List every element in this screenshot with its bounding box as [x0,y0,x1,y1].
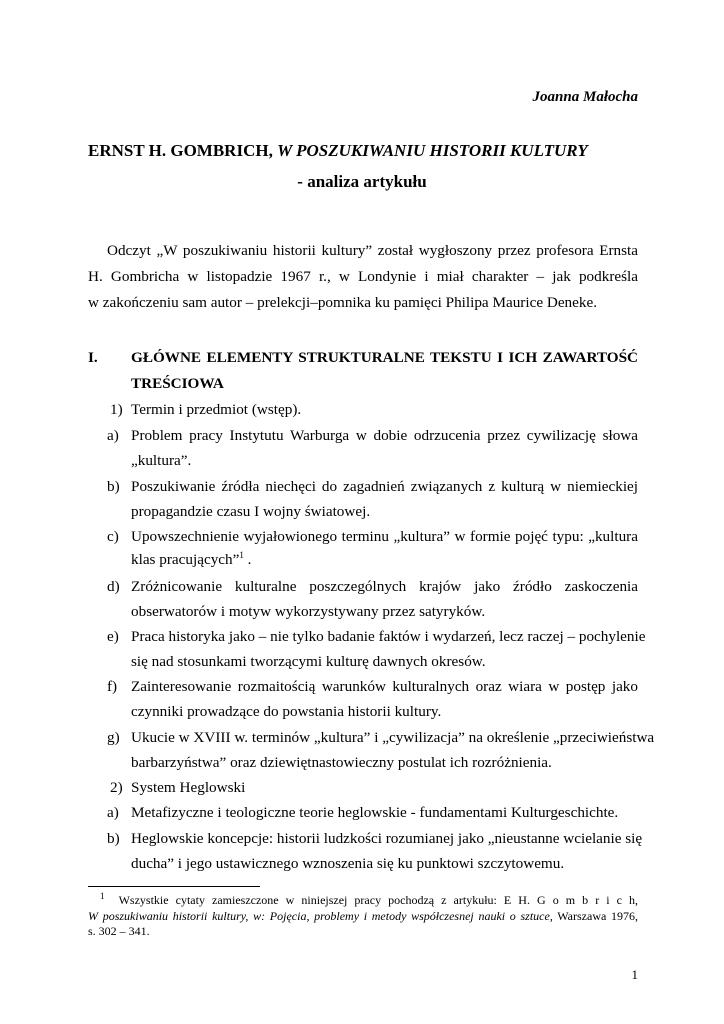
list-item-cont: barbarzyństwa” oraz dziewiętnastowieczny postulat ich rozróżnienia. [131,754,552,771]
intro-line: H. Gombricha w listopadzie 1967 r., w Londynie i miał charakter – jak podkreśla [88,268,638,285]
list-item: Termin i przedmiot (wstęp). [131,401,302,418]
list-item-text: klas pracujących” [131,551,240,568]
footnote-line [88,909,638,924]
list-label: a) [107,804,119,821]
list-label: e) [107,628,119,645]
list-label: g) [107,729,120,746]
title-work: W POSZUKIWANIU HISTORII KULTURY [277,141,588,160]
list-label: a) [107,427,119,444]
list-label: f) [107,678,118,695]
footnote-text: Wszystkie cytaty zamieszczone w niniejszej pracy pochodzą z artykułu: E H. G o m b r i c h, [118,893,639,907]
list-item: Praca historyka jako – nie tylko badanie faktów i wydarzeń, lecz raczej – pochylenie [131,628,646,645]
list-item: Zainteresowanie rozmaitością warunków kulturalnych oraz wiara w postęp jako [131,678,638,695]
section-heading: GŁÓWNE ELEMENTY STRUKTURALNE TEKSTU I ICH ZAWARTOŚĆ [131,349,638,366]
list-item: Metafizyczne i teologiczne teorie heglowskie - fundamentami Kulturgeschichte. [131,804,619,821]
list-label: 2) [110,779,123,796]
document-title [88,141,588,161]
list-item-cont: czynniki prowadzące do powstania historii kultury. [131,703,442,720]
footnote-ref[interactable]: 1 [239,549,244,560]
list-item: Ukucie w XVIII w. terminów „kultura” i „cywilizacja” na określenie „przeciwieństwa [131,729,655,746]
footnote-text: Warszawa 1976, [552,909,638,923]
list-item-cont [131,551,251,569]
list-item-tail: . [243,551,252,568]
list-item-cont: obserwatorów i motyw wykorzystywany przez satyryków. [131,603,486,620]
list-label: c) [107,528,119,545]
list-item-cont: się nad stosunkami tworzącymi kulturę dawnych okresów. [131,653,486,670]
list-item: Zróżnicowanie kulturalne poszczególnych krajów jako źródło zaskoczenia [131,578,638,595]
footnote-separator [88,886,260,887]
list-item: Poszukiwanie źródła niechęci do zagadnień związanych z kulturą w niemieckiej [131,478,638,495]
footnote-line [100,893,638,908]
list-item-cont: ducha” i jego ustawicznego wznoszenia się ku punktowi szczytowemu. [131,855,565,872]
footnote-citation: W poszukiwaniu historii kultury, w: Pojęcia, problemy i metody współczesnej nauki o sztuce, [88,909,553,923]
page-number: 1 [631,967,638,982]
author-name: Joanna Małocha [532,89,638,105]
intro-line: Odczyt „W poszukiwaniu historii kultury” został wygłoszony przez profesora Ernsta [107,242,638,259]
footnote-mark: 1 [100,891,105,901]
title-author: ERNST H. GOMBRICH, [88,141,278,160]
list-item: Heglowskie koncepcje: historii ludzkości rozumianej jako „nieustanne wcielanie się [131,830,643,847]
document-subtitle: - analiza artykułu [297,172,427,191]
list-item: System Heglowski [131,779,246,796]
footnote-line: s. 302 – 341. [88,924,150,938]
section-heading-cont: TREŚCIOWA [131,375,224,392]
list-label: b) [107,478,120,495]
list-item: Problem pracy Instytutu Warburga w dobie odrzucenia przez cywilizację słowa [131,427,638,444]
list-label: d) [107,578,120,595]
intro-line: w zakończeniu sam autor – prelekcji–pomnika ku pamięci Philipa Maurice Deneke. [88,294,598,311]
list-label: 1) [110,401,123,418]
list-label: b) [107,830,120,847]
list-item-cont: propagandzie czasu I wojny światowej. [131,503,371,520]
section-number: I. [88,349,98,366]
list-item-cont: „kultura”. [131,452,192,469]
list-item: Upowszechnienie wyjałowionego terminu „kultura” w formie pojęć typu: „kultura [131,528,638,545]
